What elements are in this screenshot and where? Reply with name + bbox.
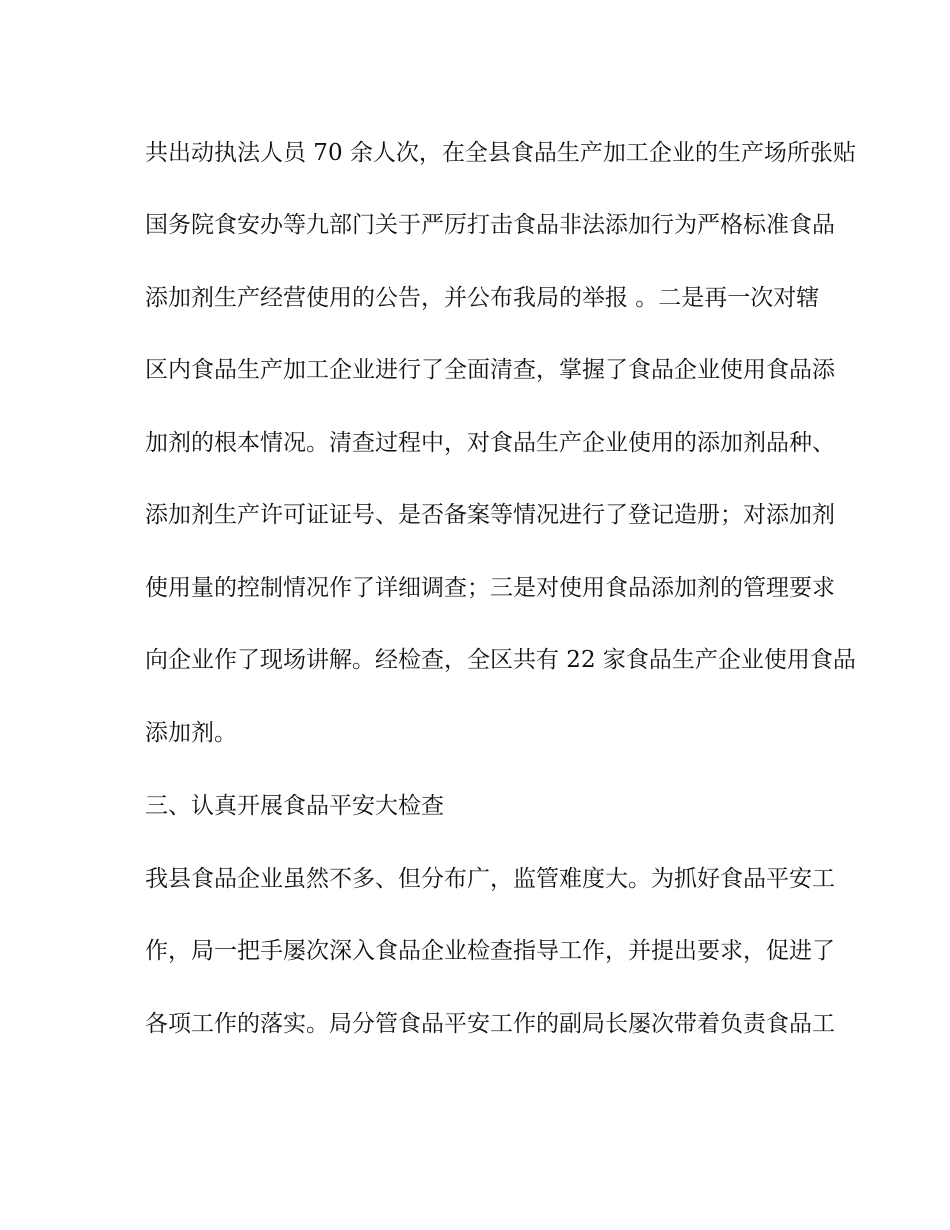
paragraph-line: 作，局一把手屡次深入食品企业检查指导工作，并提出要求，促进了 (145, 938, 835, 964)
paragraph-line: 添加剂生产许可证证号、是否备案等情况进行了登记造册；对添加剂 (145, 502, 835, 528)
paragraph-line: 添加剂生产经营使用的公告，并公布我局的举报 。二是再一次对辖 (145, 285, 820, 311)
section-heading: 三、认真开展食品平安大检查 (145, 793, 444, 819)
paragraph-line: 添加剂。 (145, 720, 237, 746)
paragraph-line: 共出动执法人员 70 余人次，在全县食品生产加工企业的生产场所张贴 (145, 140, 856, 166)
paragraph-line: 使用量的控制情况作了详细调查；三是对使用食品添加剂的管理要求 (145, 575, 835, 601)
paragraph-line: 区内食品生产加工企业进行了全面清查，掌握了食品企业使用食品添 (145, 357, 835, 383)
paragraph-line: 国务院食安办等九部门关于严厉打击食品非法添加行为严格标准食品 (145, 212, 835, 238)
paragraph-line: 向企业作了现场讲解。经检查，全区共有 22 家食品生产企业使用食品 (145, 647, 856, 673)
paragraph-line: 加剂的根本情况。清查过程中，对食品生产企业使用的添加剂品种、 (145, 430, 835, 456)
paragraph-line: 各项工作的落实。局分管食品平安工作的副局长屡次带着负责食品工 (145, 1011, 835, 1037)
paragraph-line: 我县食品企业虽然不多、但分布广，监管难度大。为抓好食品平安工 (145, 866, 835, 892)
